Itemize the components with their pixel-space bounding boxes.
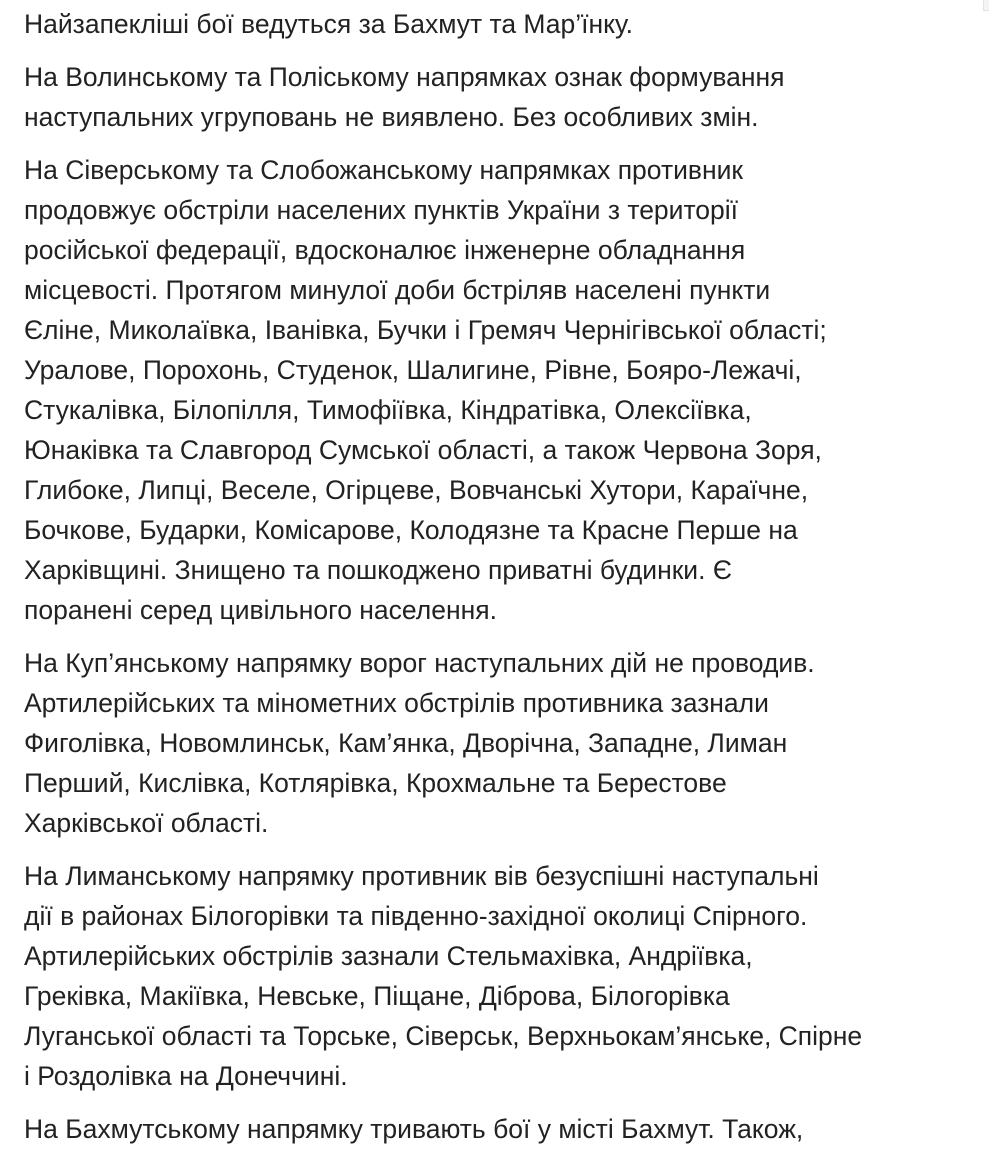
- paragraph-main-battles: Найзапекліші бої ведуться за Бахмут та Мар’їнку.: [24, 9, 634, 39]
- paragraph-bakhmut: На Бахмутському напрямку тривають бої у місті Бахмут. Також,: [24, 1114, 804, 1144]
- paragraph-volyn-polissia: На Волинському та Поліському напрямках ознак формування наступальних угруповань не виявлено. Без особливих змін.: [24, 62, 785, 132]
- scrollbar[interactable]: [983, 0, 989, 11]
- paragraph-lyman: На Лиманському напрямку противник вів безуспішні наступальні дії в районах Білогорівки та південно-західної околиці Спірного. Артилерійських обстрілів зазнали Стельмахівка, Андріївка, Греківка, Макіївка, Невське, Піщане, Діброва, Білогорівка Луганської області та Торське, Сіверськ, Верхньокам’янське, Спірне і Роздолівка на Донеччині.: [24, 861, 863, 1091]
- paragraph-kupiansk: На Куп’янському напрямку ворог наступальних дій не проводив. Артилерійських та мінометних обстрілів противника зазнали Фиголівка, Новомлинськ, Кам’янка, Дворічна, Западне, Лиман Перший, Кислівка, Котлярівка, Крохмальне та Берестове Харківської області.: [24, 648, 815, 838]
- post-text: [24, 4, 974, 1162]
- paragraph-siversk-slobozhansk: На Сіверському та Слобожанському напрямках противник продовжує обстріли населених пунктів України з території російської федерації, вдосконалює інженерне обладнання місцевості. Протягом минулої доби бстріляв населені пункти Єліне, Миколаївка, Іванівка, Бучки і Гремяч Чернігівської області; Уралове, Порохонь, Студенок, Шалигине, Рівне, Бояро-Лежачі, Стукалівка, Білопілля, Тимофіївка, Кіндратівка, Олексіївка, Юнаківка та Славгород Сумської області, а також Червона Зоря, Глибоке, Липці, Веселе, Огірцеве, Вовчанські Хутори, Караїчне, Бочкове, Бударки, Комісарове, Колодязне та Красне Перше на Харківщині. Знищено та пошкоджено приватні будинки. Є поранені серед цивільного населення.: [24, 155, 827, 625]
